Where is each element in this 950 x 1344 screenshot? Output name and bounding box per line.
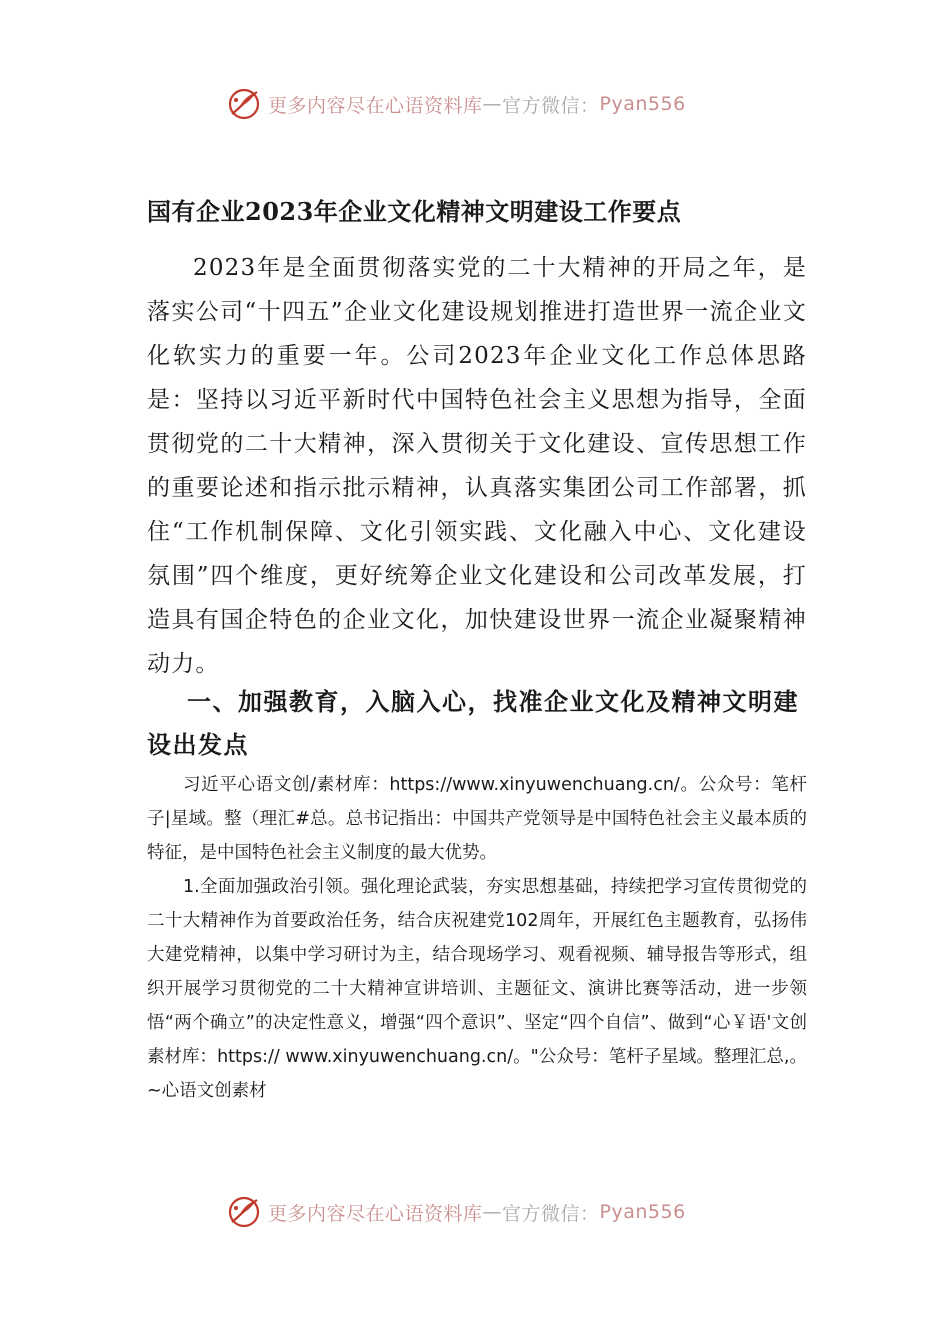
banner-text: 更多内容尽在心语资料库 (268, 1202, 483, 1225)
banner-separator: — (482, 93, 503, 115)
body-paragraph-2: 1.全面加强政治引领。强化理论武装，夯实思想基础，持续把学习宣传贯彻党的二十大精神作为首要政治任务，结合庆祝建党102周年，开展红色主题教育，弘扬伟大建党精神，以集中学习研讨为主，结合现场学习、观看视频、辅导报告等形式，组织开展学习贯彻党的二十大精神宣讲培训、主题征文、演讲比赛等活动，进一步领悟“两个确立”的决定性意义，增强“四个意识”、坚定“四个自信”、做到“心￥语'文创素材库：https:// www.xinyuwenchuang.cn/。"公众号：笔杆子星域。整理汇总,。~心语文创素材 (147, 877, 807, 1101)
banner-wechat-label: 官方微信： (502, 1202, 600, 1225)
footer-banner (226, 1192, 726, 1232)
document-title: 国有企业2023年企业文化精神文明建设工作要点 (147, 197, 682, 226)
intro-paragraph: 2023年是全面贯彻落实党的二十大精神的开局之年，是落实公司“十四五”企业文化建设规划推进打造世界一流企业文化软实力的重要一年。公司2023年企业文化工作总体思路是：坚持以习近平新时代中国特色社会主义思想为指导，全面贯彻党的二十大精神，深入贯彻关于文化建设、宣传思想工作的重要论述和指示批示精神，认真落实集团公司工作部署，抓住“工作机制保障、文化引领实践、文化融入中心、文化建设氛围”四个维度，更好统筹企业文化建设和公司改革发展，打造具有国企特色的企业文化，加快建设世界一流企业凝聚精神动力。 (147, 255, 807, 677)
banner-wechat-label: 官方微信： (502, 94, 600, 117)
banner-wechat-id: Pyan556 (599, 93, 686, 115)
section-1-heading: 一、加强教育，入脑入心，找准企业文化及精神文明建设出发点 (147, 687, 799, 759)
header-banner (226, 84, 726, 124)
banner-text: 更多内容尽在心语资料库 (268, 94, 483, 117)
body-paragraph-1: 习近平心语文创/素材库：https://www.xinyuwenchuang.cn/。公众号：笔杆子|星域。整（理汇#总。总书记指出：中国共产党领导是中国特色社会主义最本质的特征，是中国特色社会主义制度的最大优势。 (147, 775, 807, 863)
banner-separator: — (482, 1201, 503, 1223)
banner-wechat-id: Pyan556 (599, 1201, 686, 1223)
feather-pen-logo-icon (226, 86, 262, 122)
feather-pen-logo-icon (226, 1194, 262, 1230)
